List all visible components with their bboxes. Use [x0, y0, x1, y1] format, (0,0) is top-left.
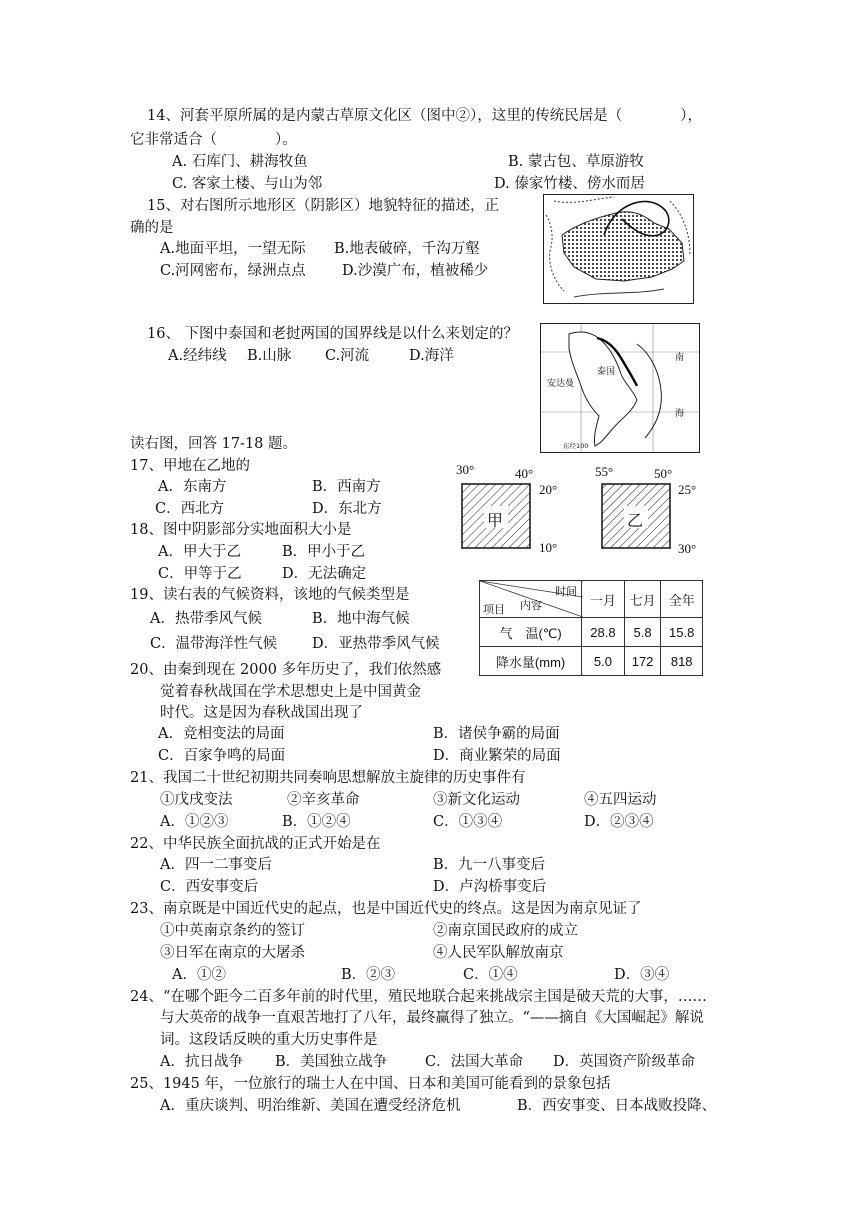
q21-item-2: ②辛亥革命 [287, 792, 360, 808]
col-header-jan: 一月 [582, 581, 625, 618]
corner-item: 项目 [483, 604, 505, 616]
q24-option-d: D．英国资产阶级革命 [553, 1054, 696, 1070]
rain-jan: 5.0 [582, 647, 625, 676]
q17-stem: 17、甲地在乙地的 [130, 458, 250, 474]
table-corner [480, 581, 582, 618]
yi-lat-bottom: 30° [678, 541, 697, 556]
jia-lat-top: 20° [539, 482, 558, 497]
q21-option-c: C．①③④ [433, 814, 503, 830]
map-label-thailand: 泰国 [597, 367, 616, 377]
q15-option-a: A.地面平坦，一望无际 [160, 241, 306, 257]
map-loess-plateau [543, 194, 694, 304]
q18-option-a: A．甲大于乙 [158, 544, 241, 560]
q25-option-b: B．西安事变、日本战败投降、 [517, 1098, 717, 1114]
q17-option-c: C．西北方 [155, 501, 225, 517]
q25-option-a: A．重庆谈判、明治维新、美国在遭受经济危机 [160, 1098, 461, 1114]
rain-year: 818 [661, 647, 703, 676]
q23-option-a: A．①② [172, 967, 226, 983]
q23-option-c: C．①④ [463, 967, 518, 983]
q19-option-c: C．温带海洋性气候 [150, 636, 278, 652]
q20-option-a: A．竞相变法的局面 [158, 726, 285, 742]
q18-option-b: B．甲小于乙 [282, 544, 366, 560]
q17-option-d: D．东北方 [312, 501, 382, 517]
q21-option-b: B．①②④ [282, 814, 351, 830]
q14-option-b: B. 蒙古包、草原游牧 [508, 154, 644, 170]
q21-item-3: ③新文化运动 [433, 792, 520, 808]
q20-stem-line2: 觉着春秋战国在学术思想史上是中国黄金 [160, 684, 421, 700]
q16-option-d: D.海洋 [409, 348, 454, 364]
map-label-south: 南 [675, 353, 685, 363]
q22-option-a: A．四一二事变后 [160, 857, 272, 873]
jia-lat-bottom: 10° [539, 540, 558, 555]
q14-option-d: D. 傣家竹楼、傍水而居 [494, 176, 645, 192]
q17-option-b: B．西南方 [312, 479, 381, 495]
q14-stem-line2: 它非常适合（ ）。 [130, 132, 297, 148]
q21-option-a: A．①②③ [160, 814, 229, 830]
map-thailand-laos [540, 323, 700, 453]
q22-option-b: B．九一八事变后 [433, 857, 546, 873]
corner-time: 时间 [555, 586, 578, 598]
q21-item-1: ①戊戌变法 [160, 792, 233, 808]
temp-jan: 28.8 [582, 618, 625, 647]
q20-option-b: B．诸侯争霸的局面 [433, 726, 560, 742]
yi-lat-top: 25° [678, 482, 697, 497]
q24-stem-line3: 词。这段话反映的重大历史事件是 [160, 1032, 378, 1048]
q20-stem-line1: 20、由秦到现在 2000 多年历史了，我们依然感 [130, 662, 442, 678]
q17-option-a: A．东南方 [158, 479, 227, 495]
map-label-andaman: 安达曼 [547, 379, 575, 389]
q23-item-2: ②南京国民政府的成立 [433, 923, 578, 939]
q16-option-a: A.经纬线 [168, 348, 227, 364]
q25-stem: 25、1945 年，一位旅行的瑞士人在中国、日本和美国可能看到的景象包括 [130, 1076, 611, 1092]
q19-option-d: D．亚热带季风气候 [312, 636, 440, 652]
q19-stem: 19、读右表的气候资料，该地的气候类型是 [130, 587, 410, 603]
q21-option-d: D．②③④ [584, 814, 654, 830]
jia-lon-right: 40° [515, 466, 534, 481]
map-label-longitude: 东经100 [563, 442, 589, 450]
q18-stem: 18、图中阴影部分实地面积大小是 [130, 522, 352, 538]
intro-17-18: 读右图，回答 17-18 题。 [130, 436, 298, 452]
climate-table [479, 580, 703, 676]
q23-option-d: D．③④ [614, 967, 670, 983]
q23-option-b: B．②③ [341, 967, 396, 983]
q22-stem: 22、中华民族全面抗战的正式开始是在 [130, 836, 381, 852]
q15-stem-line2: 确的是 [130, 220, 174, 236]
yi-lon-left: 55° [595, 464, 614, 479]
q16-option-b: B.山脉 [247, 348, 292, 364]
q21-item-4: ④五四运动 [584, 792, 657, 808]
q21-stem: 21、我国二十世纪初期共同奏响思想解放主旋律的历史事件有 [130, 770, 526, 786]
temp-jul: 5.8 [624, 618, 661, 647]
q23-item-1: ①中英南京条约的签订 [160, 923, 305, 939]
jia-lon-left: 30° [456, 462, 475, 477]
q22-option-d: D．卢沟桥事变后 [433, 879, 547, 895]
q24-option-a: A．抗日战争 [160, 1054, 243, 1070]
q18-option-d: D．无法确定 [282, 566, 367, 582]
q24-stem-line1: 24、“在哪个距今二百多年前的时代里，殖民地联合起来挑战宗主国是破天荒的大事，…… [130, 989, 707, 1005]
jia-label: 甲 [487, 513, 504, 530]
q23-item-4: ④人民军队解放南京 [433, 945, 564, 961]
q23-stem: 23、南京既是中国近代史的起点，也是中国近代史的终点。这是因为南京见证了 [130, 901, 642, 917]
q19-option-a: A．热带季风气候 [150, 611, 262, 627]
q24-option-c: C．法国大革命 [425, 1054, 524, 1070]
yi-label: 乙 [627, 513, 644, 530]
q24-stem-line2: 与大英帝的战争一直艰苦地打了八年，最终赢得了独立。“——摘自《大国崛起》解说 [160, 1010, 704, 1026]
q19-option-b: B．地中海气候 [312, 611, 410, 627]
rain-jul: 172 [624, 647, 661, 676]
q14-stem-line1: 14、河套平原所属的是内蒙古草原文化区（图中②），这里的传统民居是（ ）， [147, 108, 702, 124]
q20-stem-line3: 时代。这是因为春秋战国出现了 [160, 705, 363, 721]
q20-option-d: D．商业繁荣的局面 [433, 748, 561, 764]
q16-stem: 16、 下图中泰国和老挝两国的国界线是以什么来划定的？ [147, 326, 519, 342]
q15-option-b: B.地表破碎，千沟万壑 [334, 241, 480, 257]
q15-option-d: D.沙漠广布，植被稀少 [342, 263, 489, 279]
yi-lon-right: 50° [654, 466, 673, 481]
q24-option-b: B．美国独立战争 [275, 1054, 388, 1070]
q15-stem-line1: 15、对右图所示地形区（阴影区）地貌特征的描述，正 [147, 198, 499, 214]
temp-year: 15.8 [661, 618, 703, 647]
map-label-sea: 海 [675, 409, 685, 419]
col-header-jul: 七月 [624, 581, 661, 618]
row-label-temp: 气 温(℃) [480, 618, 582, 647]
row-label-rain: 降水量(mm) [480, 647, 582, 676]
q15-option-c: C.河网密布，绿洲点点 [160, 263, 306, 279]
q16-option-c: C.河流 [325, 348, 370, 364]
q22-option-c: C．西安事变后 [160, 879, 259, 895]
q18-option-c: C．甲等于乙 [158, 566, 242, 582]
corner-content: 内容 [520, 600, 542, 612]
col-header-year: 全年 [661, 581, 703, 618]
q23-item-3: ③日军在南京的大屠杀 [160, 945, 305, 961]
q14-option-c: C. 客家土楼、与山为邻 [172, 176, 323, 192]
q20-option-c: C．百家争鸣的局面 [158, 748, 286, 764]
q14-option-a: A. 石库门、耕海牧鱼 [172, 154, 308, 170]
